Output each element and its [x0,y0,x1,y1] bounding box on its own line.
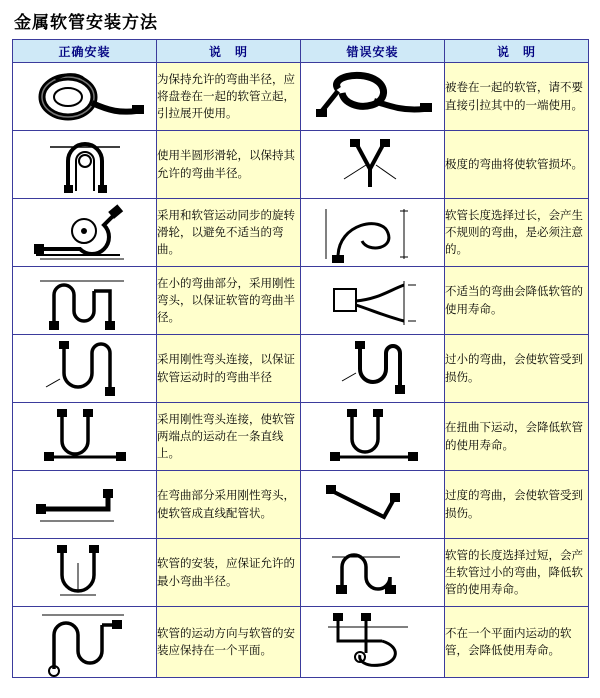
note-text: 不在一个平面内运动的软管，会降低使用寿命。 [445,607,589,678]
table-header-row [13,40,589,63]
table-row [13,63,589,131]
note-text: 在小的弯曲部分，采用刚性弯头，以保证软管的弯曲半径。 [157,267,301,335]
note-text: 软管的运动方向与软管的安装应保持在一个平面。 [157,607,301,678]
hose-coiled-correct-icon [13,63,157,131]
hose-twist-motion-icon [301,403,445,471]
header-wrong-note: 说 明 [445,40,589,63]
hose-rigid-bend-small-radius-icon [13,267,157,335]
hose-improper-bend-icon [301,267,445,335]
header-correct-note: 说 明 [157,40,301,63]
note-text: 在扭曲下运动，会降低软管的使用寿命。 [445,403,589,471]
hose-straight-line-motion-icon [13,403,157,471]
note-text: 极度的弯曲将使软管损坏。 [445,131,589,199]
hose-too-small-bend-icon [301,335,445,403]
page-title: 金属软管安装方法 [14,13,158,33]
header-correct-install: 正确安装 [13,40,157,63]
hose-too-long-irregular-bend-icon [301,199,445,267]
note-text: 采用刚性弯头连接，使软管两端点的运动在一条直线上。 [157,403,301,471]
table-row [13,471,589,539]
note-text: 不适当的弯曲会降低软管的使用寿命。 [445,267,589,335]
hose-excessive-bend-icon [301,471,445,539]
table-row [13,607,589,678]
note-text: 软管的安装，应保证允许的最小弯曲半径。 [157,539,301,607]
hose-sync-rotating-pulley-icon [13,199,157,267]
hose-out-of-plane-motion-icon [301,607,445,678]
table-row [13,539,589,607]
hose-too-long-small-bend-icon [301,539,445,607]
note-text: 采用和软管运动同步的旋转滑轮，以避免不适当的弯曲。 [157,199,301,267]
hose-min-bend-radius-icon [13,539,157,607]
hose-installation-table [12,39,589,678]
hose-rigid-elbow-connection-icon [13,335,157,403]
note-text: 过小的弯曲，会使软管受到损伤。 [445,335,589,403]
note-text: 在弯曲部分采用刚性弯头，使软管成直线配管状。 [157,471,301,539]
note-text: 采用刚性弯头连接，以保证软管运动时的弯曲半径 [157,335,301,403]
hose-coiled-wrong-icon [301,63,445,131]
note-text: 软管的长度选择过短，会产生软管过小的弯曲，降低软管的使用寿命。 [445,539,589,607]
note-text: 被卷在一起的软管，请不要直接引拉其中的一端使用。 [445,63,589,131]
note-text: 过度的弯曲，会使软管受到损伤。 [445,471,589,539]
note-text: 使用半圆形滑轮，以保持其允许的弯曲半径。 [157,131,301,199]
hose-half-round-pulley-icon [13,131,157,199]
hose-sharp-bend-icon [301,131,445,199]
header-wrong-install: 错误安装 [301,40,445,63]
note-text: 为保持允许的弯曲半径，应将盘卷在一起的软管立起，引拉展开使用。 [157,63,301,131]
hose-same-plane-motion-icon [13,607,157,678]
table-row [13,335,589,403]
table-row [13,267,589,335]
hose-straight-piping-elbow-icon [13,471,157,539]
table-row [13,403,589,471]
note-text: 软管长度选择过长，会产生不规则的弯曲，是必须注意的。 [445,199,589,267]
table-row [13,199,589,267]
table-row [13,131,589,199]
